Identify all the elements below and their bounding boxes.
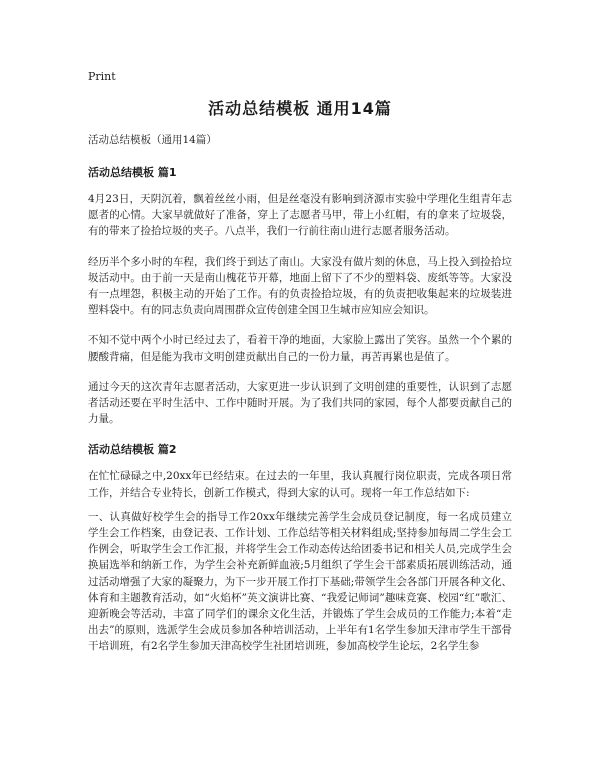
section-1-paragraph-2: 经历半个多小时的车程，我们终于到达了南山。大家没有做片刻的休息，马上投入到捡拾垃圾活动中。由于前一天是南山槐花节开幕，地面上留下了不少的塑料袋、废纸等等。大家没有一点埋怨，积极主动的开始了工作。有的负责捡拾垃圾，有的负责把收集起来的垃圾装进塑料袋中。有的同志负责向周围群众宣传创建全国卫生城市应知应会知识。 <box>88 255 512 317</box>
section-2-paragraph-1: 在忙忙碌碌之中,20xx年已经结束。在过去的一年里，我认真履行岗位职责，完成各项日常工作，并结合专业特长，创新工作模式，得到大家的认可。现将一年工作总结如下: <box>88 470 512 499</box>
print-link[interactable]: Print <box>88 70 116 83</box>
section-1-paragraph-4: 通过今天的这次青年志愿者活动，大家更进一步认识到了文明创建的重要性，认识到了志愿者活动还要在平时生活中、工作中随时开展。为了我们共同的家园，每个人都要贡献自己的力量。 <box>88 380 512 426</box>
section-1-paragraph-3: 不知不觉中两个小时已经过去了，看着干净的地面，大家脸上露出了笑容。虽然一个个累的腰酸背痛，但是能为我市文明创建贡献出自己的一份力量，再苦再累也是值了。 <box>88 334 512 363</box>
document-body <box>88 132 512 669</box>
section-2-paragraph-2: 一、认真做好校学生会的指导工作20xx年继续完善学生会成员登记制度，每一名成员建立学生会工作档案，由登记表、工作计划、工作总结等相关材料组成;坚持参加每周二学生会工作例会，听取学生会工作汇报，并将学生会工作动态传达给团委书记和相关人员,完成学生会换届选举和纳新工作，为学生会补充新鲜血液;5月组织了学生会干部素质拓展训练活动，通过活动增强了大家的凝聚力，为下一步开展工作打下基础;带领学生会各部门开展各种文化、体育和主题教育活动，如“火焰杯”英文演讲比赛、“我爱记师词”趣味竞赛、校园“红”歌汇、迎新晚会等活动，丰富了同学们的课余文化生活，并锻炼了学生会成员的工作能力;本着“走出去”的原则，选派学生会成员参加各种培训活动，上半年有1名学生参加天津市学生干部骨干培训班，有2名学生参加天津高校学生社团培训班，参加高校学生论坛，2名学生参 <box>88 510 512 653</box>
section-1-paragraph-1: 4月23日，天阴沉着，飘着丝丝小雨，但是丝毫没有影响到济源市实验中学理化生组青年志愿者的心情。大家早就做好了准备，穿上了志愿者马甲，带上小红帽，有的拿来了垃圾袋，有的带来了捡拾垃圾的夹子。八点半，我们一行前往南山进行志愿者服务活动。 <box>88 193 512 238</box>
document-subtitle: 活动总结模板（通用14篇） <box>88 134 217 146</box>
section-heading-2: 活动总结模板 篇2 <box>88 443 177 457</box>
section-heading-1: 活动总结模板 篇1 <box>88 166 177 179</box>
page-title: 活动总结模板 通用14篇 <box>208 99 392 118</box>
